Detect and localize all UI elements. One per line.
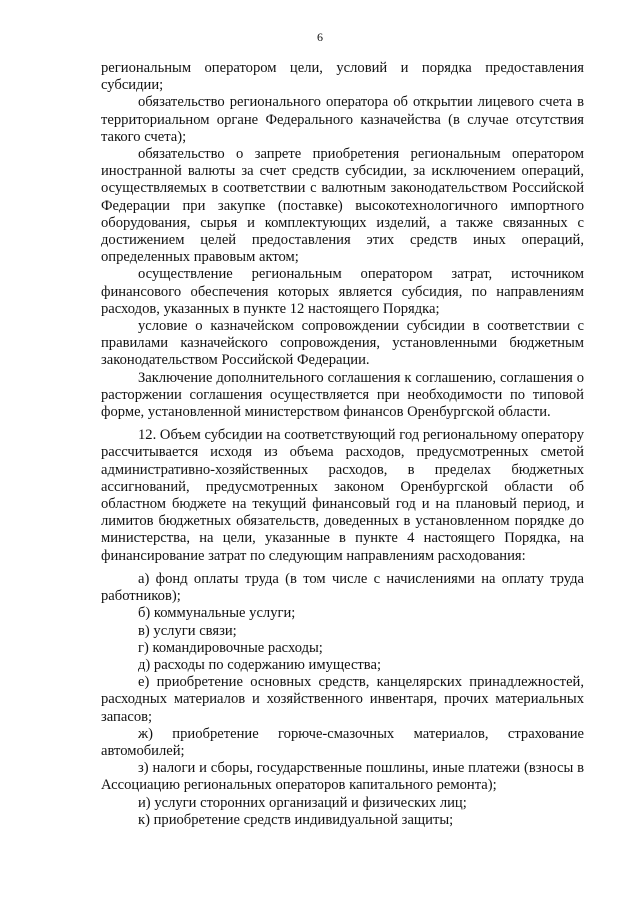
paragraph: в) услуги связи; xyxy=(138,622,237,639)
paragraph: б) коммунальные услуги; xyxy=(138,605,296,622)
paragraph: е) приобретение основных средств, канцелярских принадлежностей, расходных материалов и хозяйственного инвентаря, прочих материальных запасов; xyxy=(101,674,584,725)
paragraph: осуществление региональным оператором затрат, источником финансового обеспечения которых является субсидия, по направлениям расходов, указанных в пункте 12 настоящего Порядка; xyxy=(101,266,584,317)
paragraph: 12. Объем субсидии на соответствующий год региональному оператору рассчитывается исходя из объема расходов, предусмотренных сметой административно-хозяйственных расходов, в пределах бюджетных ассигнований, предусмотренных законом Оренбургской области об областном бюджете на текущий финансовый год и на плановый период, и лимитов бюджетных обязательств, доведенных в установленном порядке до министерства, на цели, указанные в пункте 4 настоящего Порядка, на финансирование затрат по следующим направлениям расходования: xyxy=(101,427,584,564)
paragraph: региональным оператором цели, условий и порядка предоставления субсидии; xyxy=(101,60,584,94)
paragraph: обязательство о запрете приобретения региональным оператором иностранной валюты за счет средств субсидии, за исключением операций, осуществляемых в соответствии с валютным законодательством Российской Федерации при закупке (поставке) высокотехнологичного импортного оборудования, сырья и комплектующих изделий, а также связанных с достижением целей предоставления этих средств иных операций, определенных правовым актом; xyxy=(101,146,584,266)
paragraph: ж) приобретение горюче-смазочных материалов, страхование автомобилей; xyxy=(101,725,584,759)
paragraph: и) услуги сторонних организаций и физических лиц; xyxy=(138,794,467,811)
paragraph: к) приобретение средств индивидуальной защиты; xyxy=(138,811,454,828)
paragraph: обязательство регионального оператора об открытии лицевого счета в территориальном органе Федерального казначейства (в случае отсутствия такого счета); xyxy=(101,94,584,145)
paragraph: з) налоги и сборы, государственные пошлины, иные платежи (взносы в Ассоциацию региональных операторов капитального ремонта); xyxy=(101,760,584,794)
paragraph: а) фонд оплаты труда (в том числе с начислениями на оплату труда работников); xyxy=(101,570,584,605)
paragraph: условие о казначейском сопровождении субсидии в соответствии с правилами казначейского сопровождения, установленными бюджетным законодательством Российской Федерации. xyxy=(101,318,584,369)
paragraph: г) командировочные расходы; xyxy=(138,639,323,656)
page-number: 6 xyxy=(317,30,323,44)
paragraph: Заключение дополнительного соглашения к соглашению, соглашения о расторжении соглашения осуществляется при необходимости по типовой форме, установленной министерством финансов Оренбургской области. xyxy=(101,369,584,421)
document-body xyxy=(101,60,584,829)
paragraph: д) расходы по содержанию имущества; xyxy=(138,656,382,673)
